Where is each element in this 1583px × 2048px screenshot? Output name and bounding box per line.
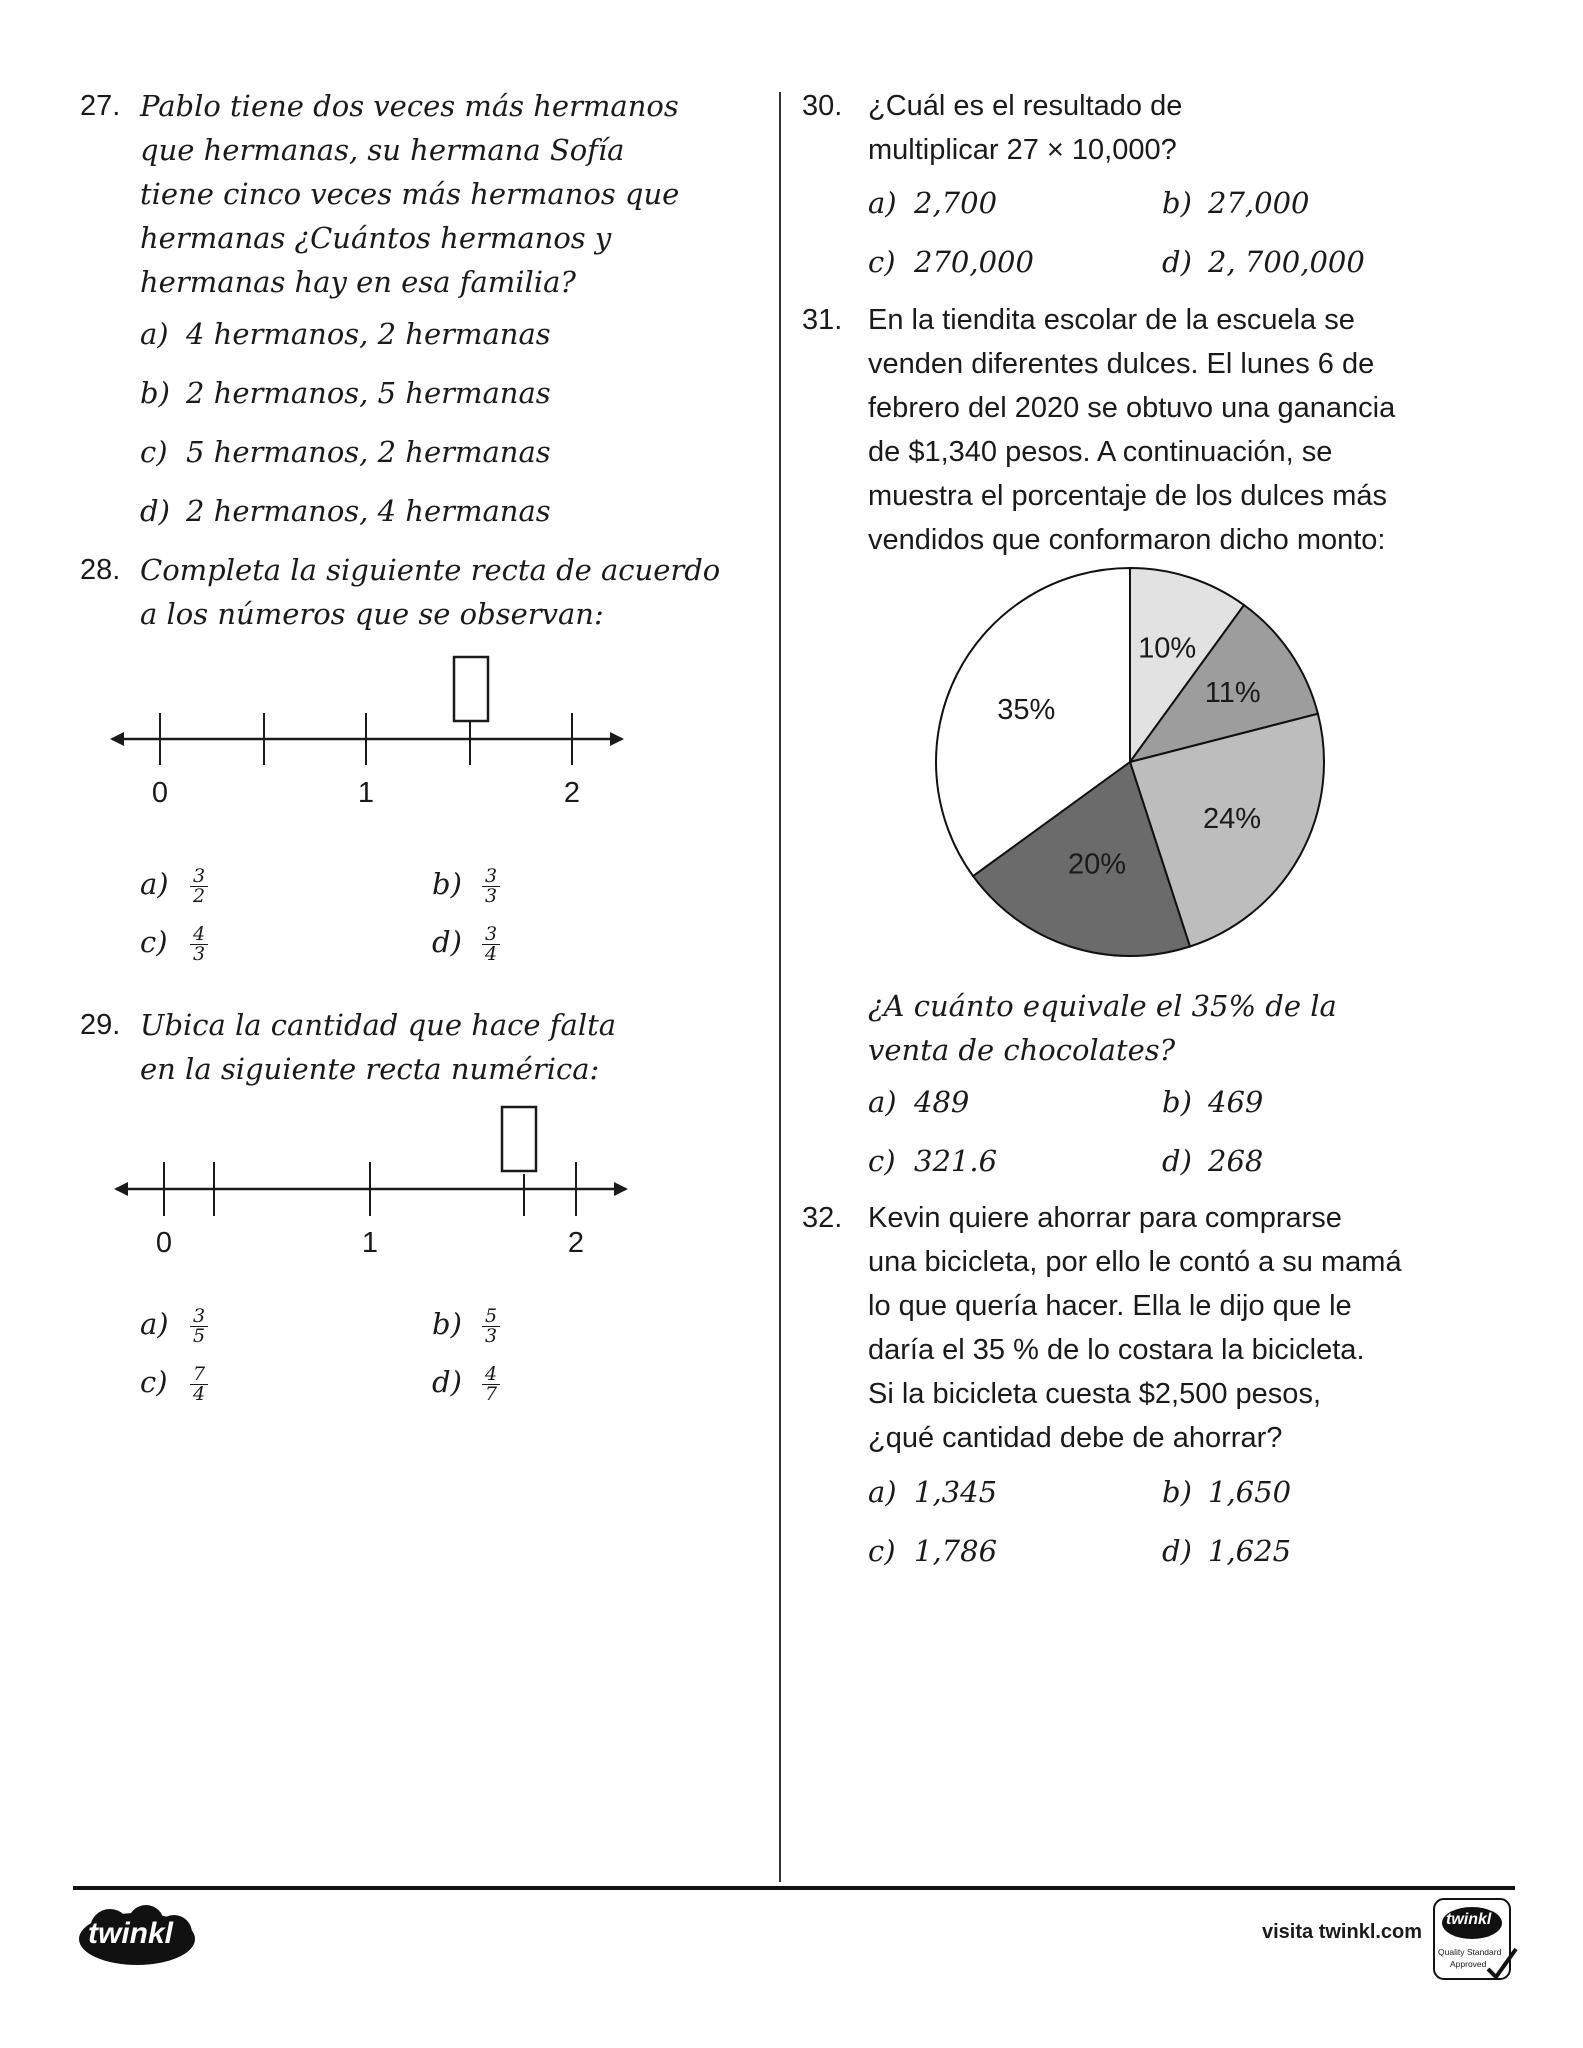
option-text: 489 — [914, 1085, 970, 1119]
option-label: d) — [140, 494, 170, 528]
option-label: a) — [868, 1475, 897, 1509]
axis-label: 1 — [357, 777, 375, 809]
option-label: a) — [140, 317, 169, 351]
fraction — [482, 1362, 500, 1405]
option-text: 27,000 — [1208, 186, 1310, 220]
option-a[interactable] — [868, 181, 997, 225]
pie-chart — [930, 566, 1410, 986]
badge-logo-text: twinkl — [1446, 1911, 1492, 1928]
numerator: 7 — [190, 1365, 208, 1385]
option-label: d) — [1162, 1144, 1192, 1178]
question-line: En la tiendita escolar de la escuela se — [868, 304, 1355, 336]
question-line: lo que quería hacer. Ella le dijo que le — [868, 1290, 1352, 1322]
arrow-right — [610, 732, 624, 746]
question-line: Ubica la cantidad que hace falta — [140, 1008, 617, 1042]
fraction — [190, 1304, 208, 1347]
question-text — [140, 548, 720, 636]
denominator: 4 — [193, 1382, 206, 1405]
fraction — [190, 1362, 208, 1405]
question-text — [868, 84, 1182, 172]
numerator: 3 — [482, 925, 500, 945]
question-line: febrero del 2020 se obtuvo una ganancia — [868, 392, 1396, 424]
column-divider — [779, 92, 781, 1882]
axis-label: 2 — [563, 777, 581, 809]
question-text — [868, 298, 1395, 562]
question-line: Kevin quiere ahorrar para comprarse — [868, 1202, 1342, 1234]
pie-slice-label: 10% — [1138, 632, 1197, 665]
fraction — [190, 922, 208, 965]
denominator: 3 — [193, 942, 206, 965]
option-label: c) — [140, 435, 168, 469]
option-text: 321.6 — [914, 1144, 998, 1178]
answer-box[interactable] — [502, 1107, 536, 1171]
pie-slice-label: 24% — [1202, 803, 1262, 836]
question-text — [868, 1196, 1402, 1460]
question-number: 32. — [802, 1202, 843, 1234]
option-d[interactable] — [432, 920, 500, 964]
option-b[interactable] — [1162, 181, 1309, 225]
option-label: a) — [140, 1307, 169, 1341]
option-label: d) — [432, 925, 462, 959]
quality-badge — [1432, 1897, 1520, 1983]
arrow-right — [614, 1182, 628, 1196]
option-text: 1,345 — [914, 1475, 998, 1509]
number-line — [100, 645, 640, 825]
question-line: ¿Cuál es el resultado de — [868, 90, 1183, 122]
logo-text: twinkl — [88, 1917, 174, 1950]
option-text: 270,000 — [914, 245, 1034, 279]
option-c[interactable] — [140, 920, 208, 964]
option-a[interactable] — [140, 1302, 208, 1346]
option-text: 469 — [1208, 1085, 1264, 1119]
option-c[interactable] — [140, 1360, 208, 1404]
question-line: hermanas ¿Cuántos hermanos y — [140, 221, 612, 255]
question-number: 29. — [80, 1009, 121, 1041]
question-line: que hermanas, su hermana Sofía — [140, 133, 625, 167]
option-text: 2 hermanos, 5 hermanas — [186, 376, 551, 410]
denominator: 7 — [485, 1382, 498, 1405]
visit-link[interactable]: visita twinkl.com — [1262, 1921, 1423, 1943]
option-b[interactable] — [432, 1302, 500, 1346]
numerator: 5 — [482, 1307, 500, 1327]
question-line: vendidos que conformaron dicho monto: — [868, 524, 1386, 556]
numerator: 3 — [190, 1307, 208, 1327]
question-line: en la siguiente recta numérica: — [140, 1052, 600, 1086]
option-text: 2 hermanos, 4 hermanas — [186, 494, 551, 528]
option-d[interactable] — [140, 489, 551, 533]
option-text: 268 — [1208, 1144, 1264, 1178]
denominator: 3 — [485, 1324, 498, 1347]
question-text — [140, 1003, 616, 1091]
question-line: hermanas hay en esa familia? — [140, 265, 576, 299]
denominator: 2 — [193, 884, 206, 907]
option-label: b) — [432, 1307, 462, 1341]
option-label: d) — [432, 1365, 462, 1399]
question-line: Pablo tiene dos veces más hermanos — [140, 89, 679, 123]
question-line: daría el 35 % de lo costara la bicicleta. — [868, 1334, 1365, 1366]
arrow-left — [114, 1182, 128, 1196]
arrow-left — [110, 732, 124, 746]
twinkl-logo[interactable] — [74, 1903, 200, 1969]
question-number: 31. — [802, 304, 843, 336]
option-text: 5 hermanos, 2 hermanas — [186, 435, 551, 469]
option-a[interactable] — [868, 1080, 969, 1124]
fraction — [482, 1304, 500, 1347]
option-d[interactable] — [432, 1360, 500, 1404]
option-d[interactable] — [1162, 1139, 1263, 1183]
question-text — [140, 84, 679, 304]
pie-slice-label: 35% — [997, 694, 1056, 727]
option-label: b) — [1162, 186, 1192, 220]
option-text: 1,625 — [1208, 1534, 1292, 1568]
question-line: una bicicleta, por ello le contó a su mamá — [868, 1246, 1402, 1278]
option-label: c) — [868, 1534, 896, 1568]
denominator: 5 — [193, 1324, 206, 1347]
option-c[interactable] — [868, 240, 1034, 284]
option-a[interactable] — [140, 312, 551, 356]
question-number: 27. — [80, 90, 121, 122]
question-line: multiplicar 27 × 10,000? — [868, 134, 1177, 166]
question-number: 28. — [80, 554, 121, 586]
number-line — [104, 1094, 644, 1274]
axis-label: 2 — [567, 1227, 585, 1259]
option-label: c) — [140, 925, 168, 959]
question-line: Si la bicicleta cuesta $2,500 pesos, — [868, 1378, 1321, 1410]
numerator: 3 — [190, 867, 208, 887]
option-label: d) — [1162, 245, 1192, 279]
option-label: a) — [868, 186, 897, 220]
denominator: 3 — [485, 884, 498, 907]
option-label: a) — [868, 1085, 897, 1119]
question-line: a los números que se observan: — [140, 597, 604, 631]
axis-label: 1 — [361, 1227, 379, 1259]
question-line: muestra el porcentaje de los dulces más — [868, 480, 1388, 512]
option-c[interactable] — [140, 430, 551, 474]
option-text: 2,700 — [914, 186, 998, 220]
fraction — [190, 864, 208, 907]
answer-box[interactable] — [454, 657, 488, 721]
question-line: tiene cinco veces más hermanos que — [140, 177, 680, 211]
question-number: 30. — [802, 90, 843, 122]
fraction — [482, 864, 500, 907]
pie-slice-label: 11% — [1204, 677, 1261, 710]
option-a[interactable] — [868, 1470, 997, 1514]
question-line: Completa la siguiente recta de acuerdo — [140, 553, 721, 587]
option-label: b) — [1162, 1085, 1192, 1119]
option-b[interactable] — [140, 371, 551, 415]
option-text: 4 hermanos, 2 hermanas — [186, 317, 551, 351]
badge-line: Quality Standard — [1438, 1947, 1502, 1957]
fraction — [482, 922, 500, 965]
axis-label: 0 — [155, 1227, 173, 1259]
option-a[interactable] — [140, 862, 208, 906]
badge-frame-icon — [1432, 1897, 1520, 1983]
option-label: c) — [868, 245, 896, 279]
numerator: 4 — [190, 925, 208, 945]
option-text: 1,650 — [1208, 1475, 1292, 1509]
option-c[interactable] — [868, 1139, 997, 1183]
option-b[interactable] — [432, 862, 500, 906]
option-label: c) — [868, 1144, 896, 1178]
option-text: 1,786 — [914, 1534, 998, 1568]
numerator: 3 — [482, 867, 500, 887]
numerator: 4 — [482, 1365, 500, 1385]
option-label: b) — [1162, 1475, 1192, 1509]
option-label: a) — [140, 867, 169, 901]
question-line: ¿A cuánto equivale el 35% de la — [868, 989, 1337, 1023]
pie-slice-label: 20% — [1068, 848, 1127, 881]
option-label: c) — [140, 1365, 168, 1399]
badge-line: Approved — [1450, 1959, 1487, 1969]
option-d[interactable] — [1162, 1529, 1291, 1573]
sub-question-text — [868, 984, 1337, 1072]
denominator: 4 — [485, 942, 498, 965]
axis-label: 0 — [151, 777, 169, 809]
option-b[interactable] — [1162, 1080, 1263, 1124]
option-b[interactable] — [1162, 1470, 1291, 1514]
option-label: b) — [432, 867, 462, 901]
option-label: b) — [140, 376, 170, 410]
question-line: venden diferentes dulces. El lunes 6 de — [868, 348, 1375, 380]
option-text: 2, 700,000 — [1208, 245, 1365, 279]
question-line: ¿qué cantidad debe de ahorrar? — [868, 1422, 1283, 1454]
option-c[interactable] — [868, 1529, 997, 1573]
footer-rule — [73, 1886, 1515, 1890]
question-line: de $1,340 pesos. A continuación, se — [868, 436, 1333, 468]
option-label: d) — [1162, 1534, 1192, 1568]
question-line: venta de chocolates? — [868, 1033, 1176, 1067]
option-d[interactable] — [1162, 240, 1365, 284]
